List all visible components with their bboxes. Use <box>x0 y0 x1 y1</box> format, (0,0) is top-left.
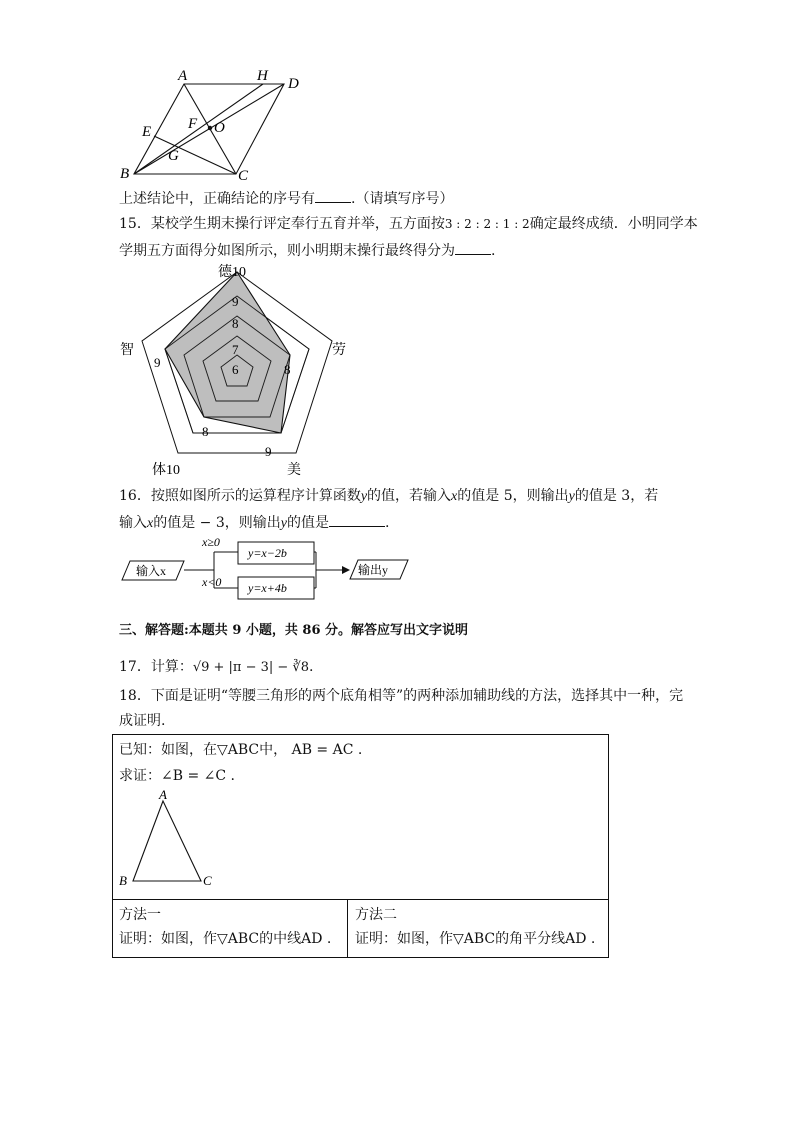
isosceles-triangle-figure <box>117 789 227 889</box>
table-divider-horizontal <box>113 899 608 900</box>
value-label-mei: 9 <box>265 444 272 459</box>
method2-text: 证明：如图，作▽ABC的角平分线AD . <box>355 931 596 947</box>
label-A: A <box>178 68 188 84</box>
q15-line1-text: 15．某校学生期末操行评定奉行五育并举，五方面按 <box>119 216 445 232</box>
value-label-zhi: 9 <box>154 355 161 370</box>
score-area <box>165 272 290 433</box>
flow-cond-bottom: x<0 <box>202 575 222 589</box>
q16-text-d: 的值是 3，若 <box>574 488 659 504</box>
table-divider-vertical <box>347 899 348 957</box>
radar-chart <box>112 262 362 480</box>
axis-label-de: 德10 <box>218 265 246 280</box>
q16-text-e: 输入 <box>119 515 147 531</box>
q16-var-x1: x <box>451 489 458 504</box>
q15-line2-text: 学期五方面得分如图所示，则小明期末操行最终得分为 <box>119 243 455 259</box>
q16-var-y1: y <box>360 489 368 504</box>
label-F: F <box>188 116 198 132</box>
flow-output: 输出y <box>358 563 389 577</box>
ring-label-8: 8 <box>232 316 239 331</box>
label-H: H <box>257 68 268 84</box>
q15-line2 <box>119 240 495 261</box>
axis-label-ti: 体10 <box>152 463 180 478</box>
q17-expression: √9 + |π − 3| − ∛8 <box>192 660 309 675</box>
label-E: E <box>142 124 152 140</box>
axis-label-zhi: 智 <box>120 343 134 358</box>
q16-text-c: 的值是 5，则输出 <box>457 488 569 504</box>
q16-text-b: 的值，若输入 <box>367 488 452 504</box>
tri-label-B: B <box>119 873 127 888</box>
method2-title: 方法二 <box>355 907 397 923</box>
q18-line1: 18．下面是证明“等腰三角形的两个底角相等”的两种添加辅助线的方法，选择其中一种，完 <box>119 688 684 704</box>
q16-var-y2: y <box>568 489 575 504</box>
axis-label-lao: 劳 <box>332 343 346 358</box>
tri-label-A: A <box>159 789 167 802</box>
tri-label-C: C <box>203 873 212 888</box>
q18-line2: 成证明. <box>119 713 166 729</box>
q16-text-a: 16．按照如图所示的运算程序计算函数 <box>119 488 361 504</box>
table-given: 已知：如图，在▽ABC中， AB = AC . <box>119 742 363 758</box>
q16-answer-blank[interactable] <box>329 512 385 527</box>
q15-line1 <box>119 214 698 234</box>
q15-answer-blank[interactable] <box>455 240 491 255</box>
q17-line <box>119 657 313 678</box>
q16-var-x2: x <box>147 516 154 531</box>
q17-suffix: . <box>308 659 314 675</box>
parallelogram-figure <box>112 62 312 182</box>
q16-line2 <box>119 512 389 534</box>
flow-cond-top: x≥0 <box>202 535 220 549</box>
label-O: O <box>214 120 225 136</box>
triangle-ABC <box>133 801 201 881</box>
ring-label-7: 7 <box>232 342 239 357</box>
flow-box-bottom: y=x+4b <box>248 581 287 595</box>
value-label-lao: 8 <box>284 362 291 377</box>
point-O <box>208 126 212 130</box>
flow-input: 输入x <box>136 564 167 578</box>
q16-text-g: 的值是 <box>286 515 329 531</box>
table-prove: 求证：∠B = ∠C . <box>119 768 235 784</box>
ring-label-6: 6 <box>232 362 239 377</box>
q16-line1 <box>119 486 658 507</box>
proof-table <box>112 734 609 958</box>
ring-label-9: 9 <box>232 294 239 309</box>
q16-text-f: 的值是 − 3，则输出 <box>153 515 281 531</box>
q16-var-y3: y <box>280 516 287 531</box>
flowchart <box>118 534 418 604</box>
method1-title: 方法一 <box>119 907 161 923</box>
q15-line1-end: 确定最终成绩．小明同学本 <box>529 216 698 232</box>
q15-line2-end: . <box>491 243 496 259</box>
label-D: D <box>288 76 299 92</box>
q14-suffix: .（请填写序号） <box>351 191 454 207</box>
q14-answer-blank[interactable] <box>315 188 351 203</box>
q14-conclusion-line <box>119 188 453 209</box>
axis-label-mei: 美 <box>287 463 301 478</box>
label-G: G <box>168 148 179 164</box>
section-3-title: 三、解答题:本题共 9 小题，共 86 分。解答应写出文字说明 <box>119 623 469 638</box>
label-C: C <box>238 168 249 182</box>
q17-prefix: 17．计算： <box>119 659 193 675</box>
q14-text: 上述结论中，正确结论的序号有 <box>119 191 315 207</box>
q15-ratio: 3 : 2 : 2 : 1 : 2 <box>444 217 530 231</box>
value-label-ti: 8 <box>202 424 209 439</box>
label-B: B <box>120 166 130 182</box>
q16-text-end: . <box>384 515 390 531</box>
flow-box-top: y=x−2b <box>248 546 287 560</box>
method1-text: 证明：如图，作▽ABC的中线AD . <box>119 931 332 947</box>
